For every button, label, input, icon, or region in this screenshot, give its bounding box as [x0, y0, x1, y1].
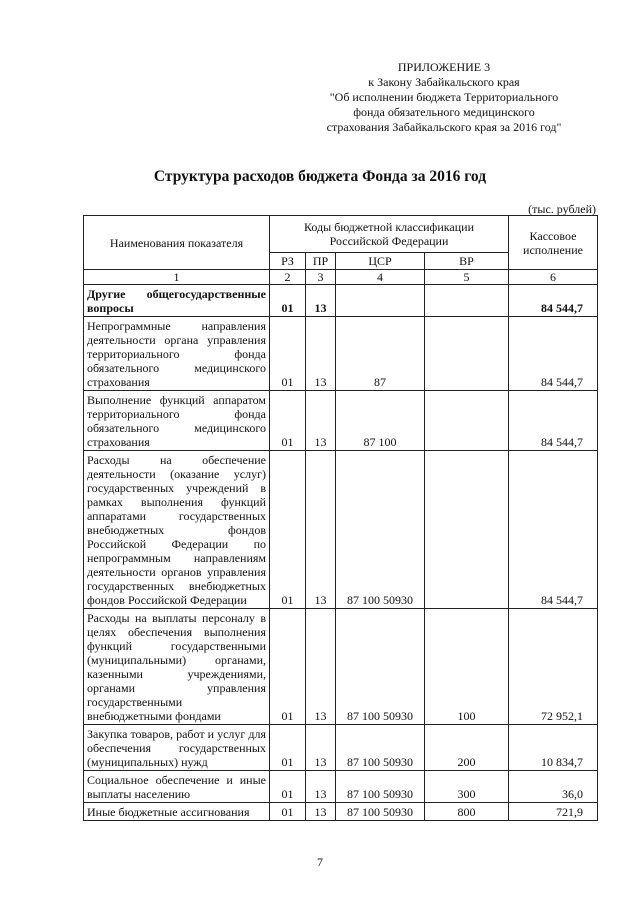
table-row: [84, 725, 598, 771]
row-vr: 200: [425, 725, 509, 771]
index-cell: 6: [509, 270, 598, 285]
index-cell: 5: [425, 270, 509, 285]
budget-table: [83, 215, 598, 821]
row-name: Расходы на выплаты персоналу в целях обеспечения выполнения функций государственными (муниципальными) органами, казенными учреждениями, органами управления государственными внебюджетными фондами: [84, 609, 270, 725]
row-csr: 87 100 50930: [336, 609, 425, 725]
row-csr: 87 100 50930: [336, 803, 425, 821]
row-vr: 800: [425, 803, 509, 821]
table-row: [84, 285, 598, 317]
row-pr: 13: [306, 609, 336, 725]
appendix-line-5: страхования Забайкальского края за 2016 год": [326, 120, 562, 134]
row-vr: [425, 451, 509, 609]
table-row: [84, 803, 598, 821]
row-amount: 10 834,7: [509, 725, 598, 771]
table-header-row: [84, 216, 598, 253]
table-row: [84, 771, 598, 803]
row-csr: 87 100: [336, 391, 425, 451]
row-name: Другие общегосударственные вопросы: [84, 285, 270, 317]
row-pr: 13: [306, 803, 336, 821]
row-name: Выполнение функций аппаратом территориального фонда обязательного медицинского страхования: [84, 391, 270, 451]
row-amount: 721,9: [509, 803, 598, 821]
index-cell: 2: [270, 270, 306, 285]
row-name: Непрограммные направления деятельности органа управления территориального фонда обязательного медицинского страхования: [84, 317, 270, 391]
row-vr: [425, 285, 509, 317]
row-csr: 87 100 50930: [336, 451, 425, 609]
document-title: Структура расходов бюджета Фонда за 2016 год: [153, 168, 487, 185]
row-vr: 100: [425, 609, 509, 725]
index-cell: 3: [306, 270, 336, 285]
row-amount: 36,0: [509, 771, 598, 803]
table-row: [84, 609, 598, 725]
appendix-line-3: "Об исполнении бюджета Территориального: [329, 90, 559, 104]
row-pr: 13: [306, 317, 336, 391]
header-rz: РЗ: [270, 253, 306, 270]
table-row: [84, 451, 598, 609]
units-note: (тыс. рублей): [528, 202, 596, 216]
row-pr: 13: [306, 451, 336, 609]
table-index-row: [84, 270, 598, 285]
row-vr: [425, 317, 509, 391]
row-name: Расходы на обеспечение деятельности (оказание услуг) государственных учреждений в рамках выполнения функций аппаратами государственных внебюджетных фондов Российской Федерации по непрограммным направлениям деятельности органов управления государственных внебюджетных фондов Российской Федерации: [84, 451, 270, 609]
row-amount: 84 544,7: [509, 317, 598, 391]
header-codes: Коды бюджетной классификации Российской Федерации: [270, 216, 509, 253]
header-pr: ПР: [306, 253, 336, 270]
row-name: Социальное обеспечение и иные выплаты населению: [84, 771, 270, 803]
header-vr: ВР: [425, 253, 509, 270]
row-name: Закупка товаров, работ и услуг для обеспечения государственных (муниципальных) нужд: [84, 725, 270, 771]
row-csr: [336, 285, 425, 317]
index-cell: 1: [84, 270, 270, 285]
appendix-line-1: ПРИЛОЖЕНИЕ 3: [397, 60, 491, 74]
row-rz: 01: [270, 803, 306, 821]
row-name: Иные бюджетные ассигнования: [84, 803, 270, 821]
row-rz: 01: [270, 391, 306, 451]
row-pr: 13: [306, 771, 336, 803]
row-rz: 01: [270, 725, 306, 771]
row-amount: 84 544,7: [509, 391, 598, 451]
index-cell: 4: [336, 270, 425, 285]
header-name: Наименования показателя: [84, 216, 270, 270]
row-rz: 01: [270, 451, 306, 609]
header-csr: ЦСР: [336, 253, 425, 270]
row-csr: 87: [336, 317, 425, 391]
header-execution: Кассовое исполнение: [509, 216, 598, 270]
row-pr: 13: [306, 285, 336, 317]
row-pr: 13: [306, 391, 336, 451]
row-csr: 87 100 50930: [336, 725, 425, 771]
row-amount: 84 544,7: [509, 285, 598, 317]
row-rz: 01: [270, 317, 306, 391]
row-vr: 300: [425, 771, 509, 803]
row-rz: 01: [270, 285, 306, 317]
row-amount: 72 952,1: [509, 609, 598, 725]
appendix-line-4: фонда обязательного медицинского: [353, 105, 535, 119]
table-row: [84, 391, 598, 451]
table-row: [84, 317, 598, 391]
row-amount: 84 544,7: [509, 451, 598, 609]
row-pr: 13: [306, 725, 336, 771]
row-csr: 87 100 50930: [336, 771, 425, 803]
row-rz: 01: [270, 609, 306, 725]
row-vr: [425, 391, 509, 451]
page-number: 7: [317, 855, 323, 869]
appendix-block: [294, 60, 594, 135]
row-rz: 01: [270, 771, 306, 803]
appendix-line-2: к Закону Забайкальского края: [368, 75, 520, 89]
